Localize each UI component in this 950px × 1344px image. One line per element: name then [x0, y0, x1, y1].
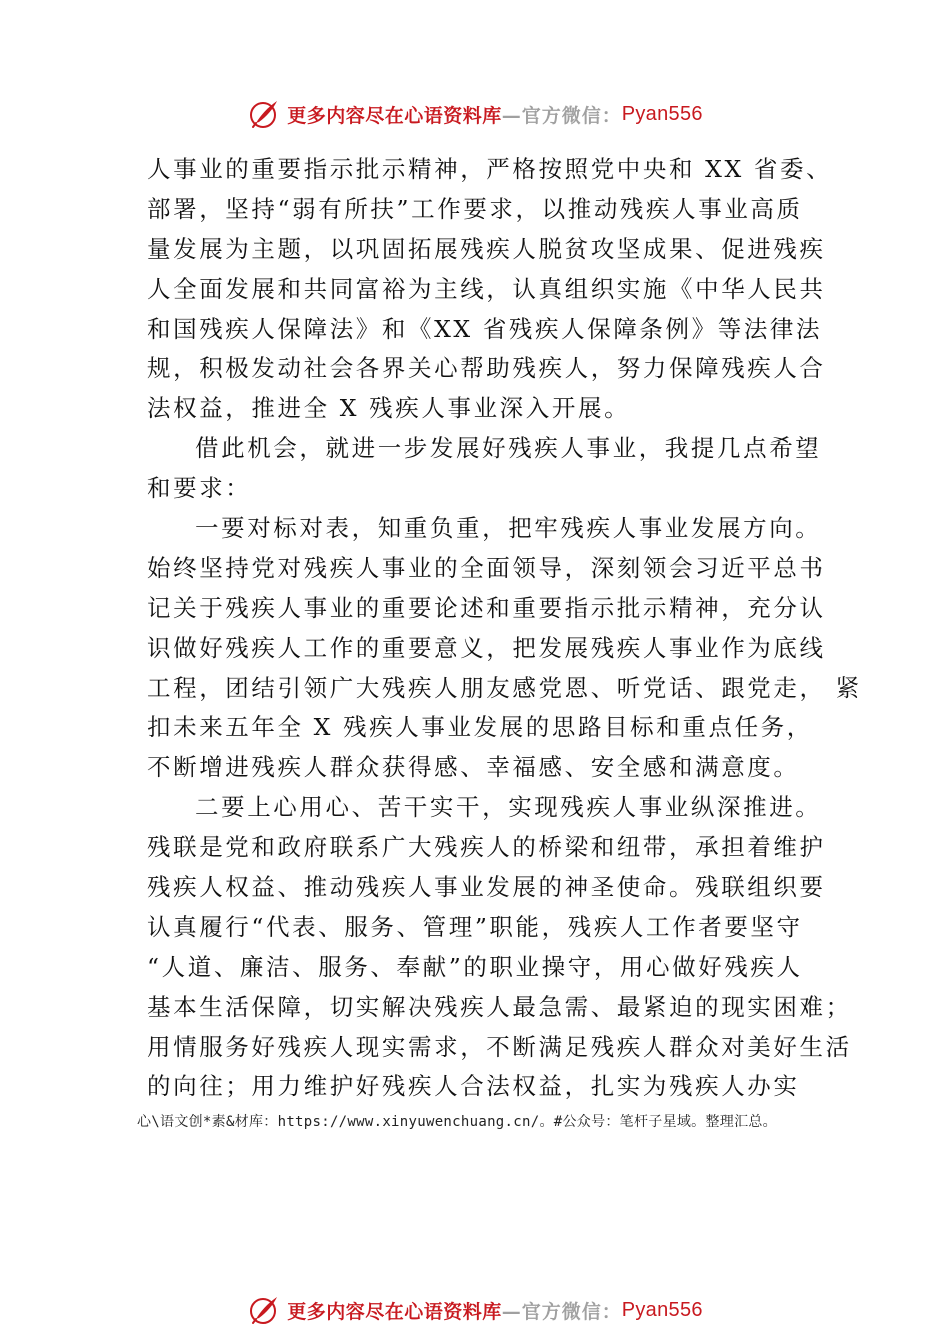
body-line: 不断增进残疾人群众获得感、幸福感、安全感和满意度。 — [147, 753, 800, 782]
body-line: 记关于残疾人事业的重要论述和重要指示批示精神，充分认 — [147, 593, 826, 622]
body-line: 法权益，推进全 X 残疾人事业深入开展。 — [147, 394, 631, 423]
source-footnote: 心\语文创*素&材库：https://www.xinyuwenchuang.cn/。#公众号：笔杆子星域。整理汇总。 — [137, 1114, 777, 1130]
banner-wechat-handle: Pyan556 — [621, 1298, 703, 1321]
body-line: 用情服务好残疾人现实需求，不断满足残疾人群众对美好生活 — [147, 1032, 852, 1061]
body-line: 和国残疾人保障法》和《XX 省残疾人保障条例》等法律法 — [147, 314, 823, 343]
body-line: 残疾人权益、推动残疾人事业发展的神圣使命。残联组织要 — [147, 873, 826, 902]
body-line: 人全面发展和共同富裕为主线，认真组织实施《中华人民共 — [147, 274, 826, 303]
body-line: 的向往；用力维护好残疾人合法权益，扎实为残疾人办实 — [147, 1072, 800, 1101]
quill-pen-logo-icon — [247, 1293, 281, 1327]
section-heading-line: 一要对标对表，知重负重，把牢残疾人事业发展方向。 — [195, 514, 822, 543]
section-heading-line: 二要上心用心、苦干实干，实现残疾人事业纵深推进。 — [195, 793, 822, 822]
document-body — [147, 150, 862, 1107]
body-line: 借此机会，就进一步发展好残疾人事业，我提几点希望 — [195, 434, 822, 463]
body-line: 人事业的重要指示批示精神，严格按照党中央和 XX 省委、 — [147, 155, 833, 183]
banner-separator-text: —官方微信： — [501, 104, 622, 127]
body-line: 工程，团结引领广大残疾人朋友感党恩、听党话、跟党走， 紧 — [147, 673, 862, 702]
body-line: 认真履行“代表、服务、管理”职能，残疾人工作者要坚守 — [147, 912, 803, 941]
banner-separator-text: —官方微信： — [501, 1300, 622, 1323]
body-line: 始终坚持党对残疾人事业的全面领导，深刻领会习近平总书 — [147, 553, 826, 582]
body-line: 识做好残疾人工作的重要意义，把发展残疾人事业作为底线 — [147, 633, 826, 662]
banner-wechat-handle: Pyan556 — [621, 102, 703, 125]
body-line: “人道、廉洁、服务、奉献”的职业操守，用心做好残疾人 — [147, 952, 803, 981]
body-line: 扣未来五年全 X 残疾人事业发展的思路目标和重点任务， — [147, 713, 813, 742]
top-banner — [0, 94, 950, 134]
body-line: 和要求： — [147, 474, 252, 503]
body-line: 量发展为主题，以巩固拓展残疾人脱贫攻坚成果、促进残疾 — [147, 234, 826, 263]
bottom-banner — [0, 1290, 950, 1330]
quill-pen-logo-icon — [247, 97, 281, 131]
banner-brand-text: 更多内容尽在心语资料库 — [287, 104, 502, 127]
body-line: 规，积极发动社会各界关心帮助残疾人，努力保障残疾人合 — [147, 354, 826, 383]
body-line: 残联是党和政府联系广大残疾人的桥梁和纽带，承担着维护 — [147, 833, 826, 862]
banner-brand-text: 更多内容尽在心语资料库 — [287, 1300, 502, 1323]
body-line: 部署，坚持“弱有所扶”工作要求，以推动残疾人事业高质 — [147, 194, 803, 223]
body-line: 基本生活保障，切实解决残疾人最急需、最紧迫的现实困难； — [147, 992, 852, 1021]
